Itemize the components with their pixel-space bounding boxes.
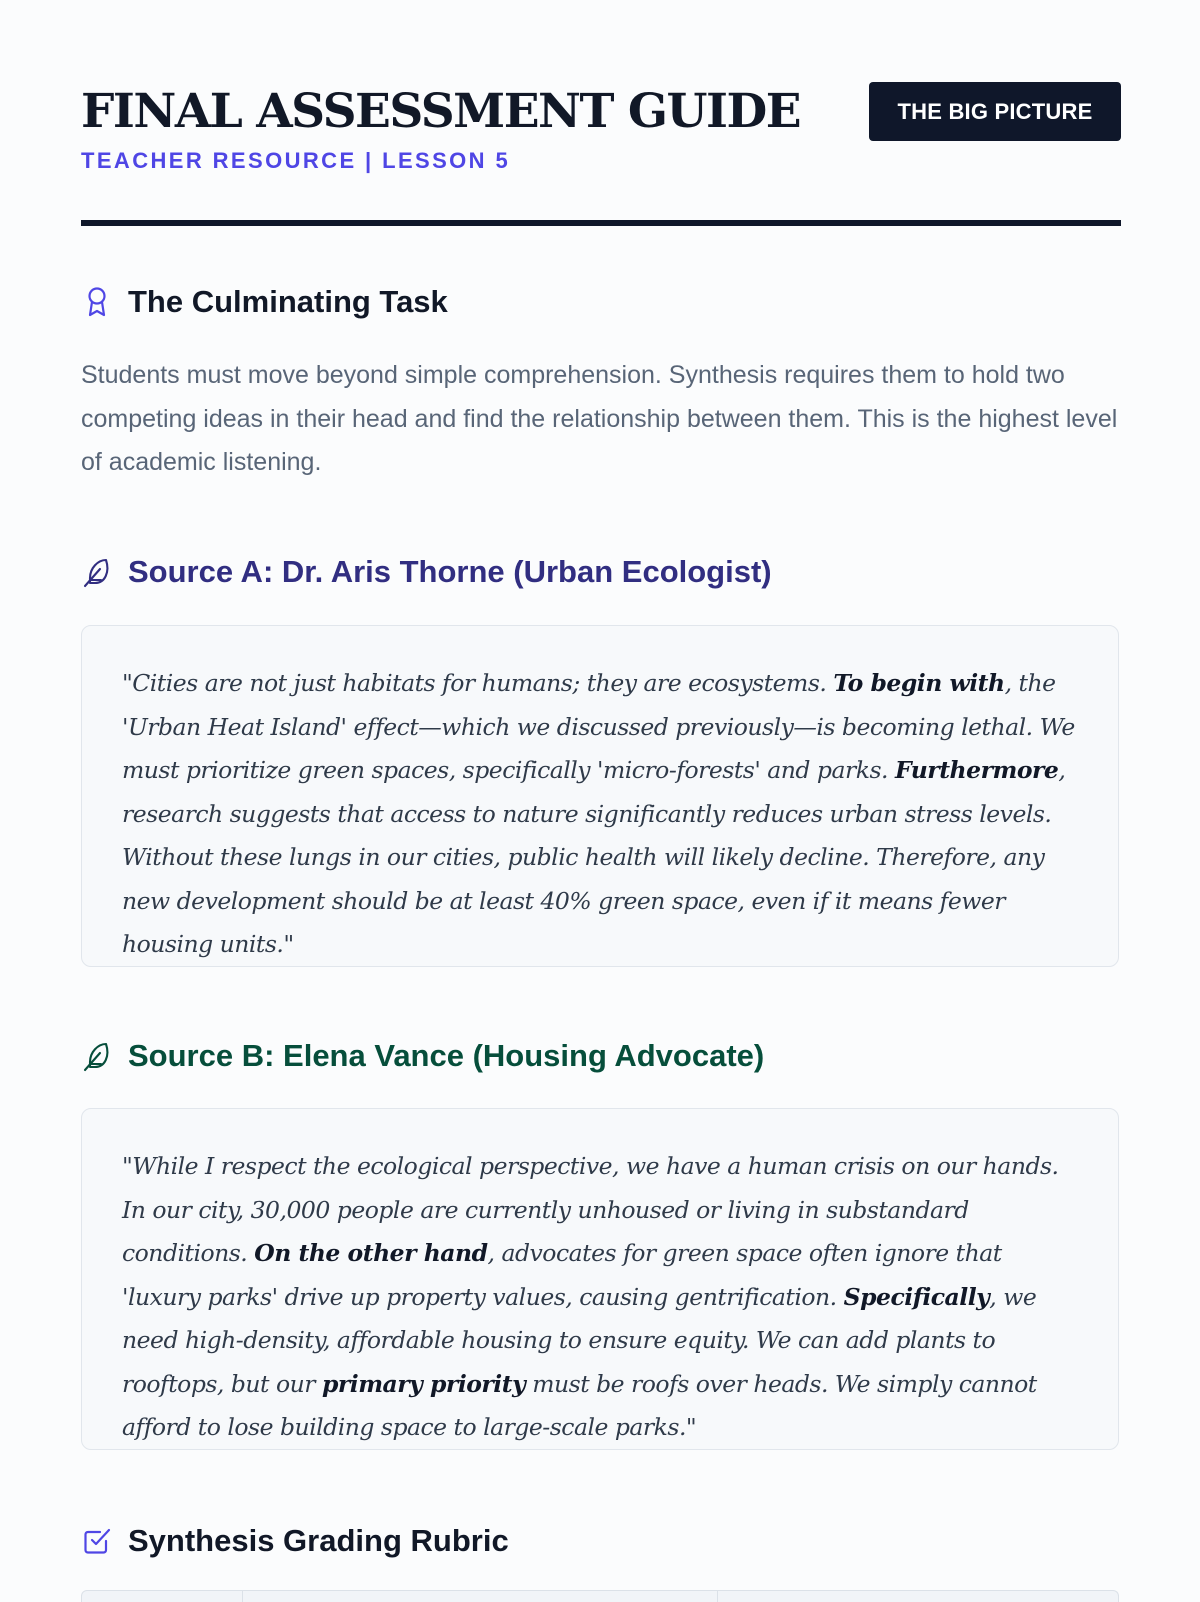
source-a-header xyxy=(81,554,772,590)
quote-text: , research suggests that access to nature significantly reduces urban stress levels. Without these lungs in our cities, public health will likely decline. Therefore, any new development should be at least 40% green space, even if it means fewer housing units." xyxy=(122,756,1066,958)
rubric-table xyxy=(81,1590,1119,1602)
source-a-quote-box xyxy=(81,625,1119,967)
source-b-quote xyxy=(122,1145,1078,1450)
source-a-quote xyxy=(122,662,1078,967)
rubric-column-divider xyxy=(717,1591,718,1602)
quote-text: , the 'Urban Heat Island' effect—which we discussed previously—is becoming lethal. We must prioritize green spaces, specifically 'micro-forests' and parks. xyxy=(122,669,1075,784)
rubric-header xyxy=(81,1523,509,1559)
quote-emphasis: On the other hand xyxy=(254,1239,488,1267)
source-b-heading: Source B: Elena Vance (Housing Advocate) xyxy=(128,1038,765,1073)
quote-text: "While I respect the ecological perspective, we have a human crisis on our hands. In our city, 30,000 people are currently unhoused or living in substandard conditions. xyxy=(122,1152,1059,1267)
quote-text: "Cities are not just habitats for humans; they are ecosystems. xyxy=(122,669,834,697)
page-header xyxy=(81,82,1121,228)
task-section-header xyxy=(81,284,448,320)
quote-emphasis: primary priority xyxy=(321,1369,526,1398)
task-description: Students must move beyond simple comprehension. Synthesis requires them to hold two competing ideas in their head and find the relationship between them. This is the highest level of academic listening. xyxy=(81,361,1118,476)
task-heading: The Culminating Task xyxy=(128,284,448,319)
quote-text: must be roofs over heads. We simply cannot afford to lose building space to large-scale parks." xyxy=(122,1369,1037,1441)
rubric-heading: Synthesis Grading Rubric xyxy=(128,1523,509,1558)
source-b-header xyxy=(81,1038,764,1074)
award-ribbon-icon xyxy=(81,286,113,318)
quote-text: , advocates for green space often ignore that 'luxury parks' drive up property values, causing gentrification. xyxy=(122,1239,1002,1311)
checkbox-icon xyxy=(81,1525,113,1557)
page-subtitle: TEACHER RESOURCE | LESSON 5 xyxy=(81,148,511,173)
quote-emphasis: To begin with xyxy=(833,669,1005,697)
feather-pen-icon xyxy=(81,1040,113,1072)
quote-text: , we need high-density, affordable housing to ensure equity. We can add plants to rooftops, but our xyxy=(122,1282,1037,1398)
header-divider xyxy=(81,220,1121,226)
quote-emphasis: Furthermore xyxy=(894,756,1059,784)
rubric-column-divider xyxy=(242,1591,243,1602)
page-title: FINAL ASSESSMENT GUIDE xyxy=(81,84,801,139)
feather-pen-icon xyxy=(81,556,113,588)
source-a-heading: Source A: Dr. Aris Thorne (Urban Ecologist) xyxy=(128,554,772,589)
source-b-quote-box xyxy=(81,1108,1119,1450)
big-picture-badge: THE BIG PICTURE xyxy=(869,82,1121,141)
quote-emphasis: Specifically xyxy=(843,1282,990,1311)
